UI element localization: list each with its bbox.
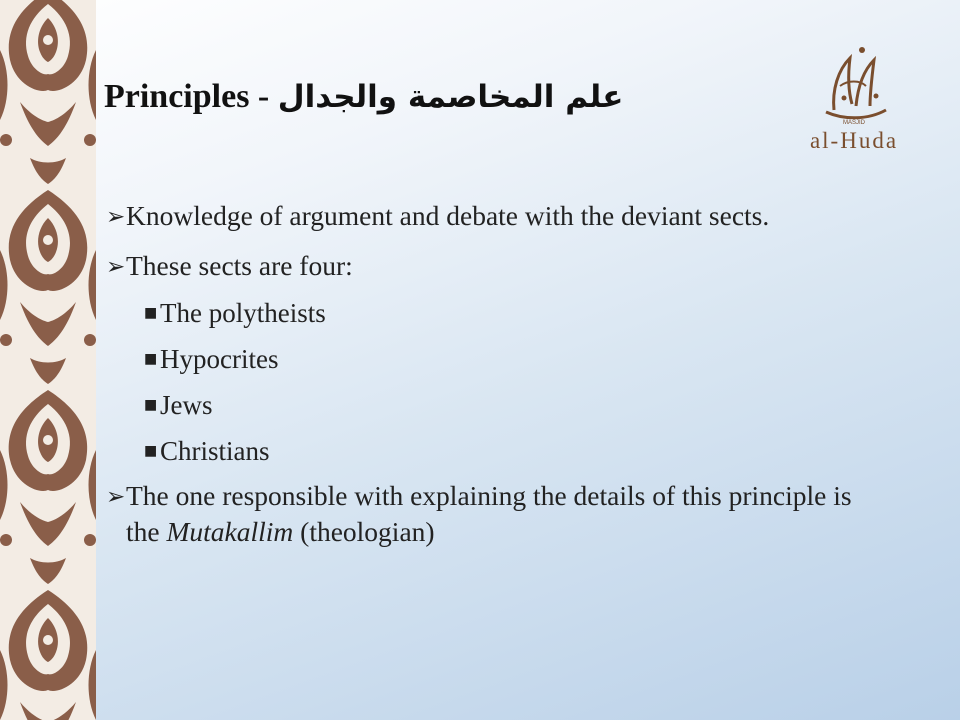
sub-bullet-item [104,290,864,336]
logo-text: al-Huda [809,128,899,153]
sub-bullet-text: Hypocrites [160,344,279,374]
sub-bullet-text: The polytheists [160,298,326,328]
arabesque-pattern-icon [0,0,96,720]
bullet-text-emphasis: Mutakallim [166,516,294,547]
masjid-al-huda-logo [804,40,904,152]
arrow-bullet-icon: ➢ [106,204,126,230]
sects-list [104,290,864,474]
square-bullet-icon: ■ [144,351,158,367]
bullet-text: These sects are four: [126,250,353,281]
bullet-item [104,198,864,234]
calligraphy-logo-icon [804,40,904,126]
arrow-bullet-icon: ➢ [106,484,126,510]
slide-title [104,78,623,116]
square-bullet-icon: ■ [144,397,158,413]
sub-bullet-item [104,336,864,382]
sub-bullet-text: Jews [160,390,213,420]
slide-title-arabic: علم المخاصمة والجدال [277,79,624,115]
sub-bullet-text: Christians [160,436,270,466]
decorative-border [0,0,96,720]
arrow-bullet-icon: ➢ [106,254,126,280]
bullet-text [126,480,852,547]
bullet-item [104,478,864,550]
sub-bullet-item [104,428,864,474]
bullet-text-part: The one responsible with explaining the details of this principle is the [126,480,852,547]
slide-content [104,198,864,564]
bullet-text: Knowledge of argument and debate with the deviant sects. [126,200,770,231]
slide-title-english: Principles - [104,78,278,115]
square-bullet-icon: ■ [144,305,158,321]
bullet-item [104,248,864,284]
bullet-text-part: (theologian) [293,516,435,547]
logo-small-text: MASJID [842,120,866,126]
sub-bullet-item [104,382,864,428]
square-bullet-icon: ■ [144,443,158,459]
